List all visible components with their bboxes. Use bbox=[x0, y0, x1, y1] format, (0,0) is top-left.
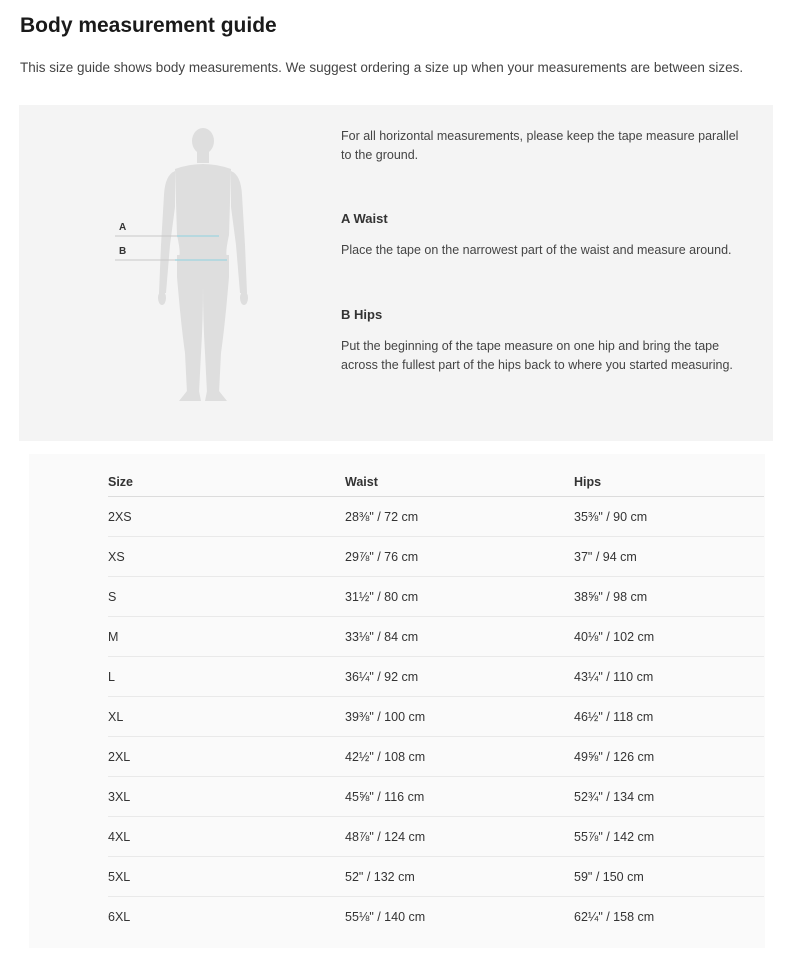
table-row bbox=[108, 857, 764, 897]
waist-cell: 52" / 132 cm bbox=[345, 857, 574, 897]
size-table bbox=[108, 468, 764, 936]
size-cell: XS bbox=[108, 537, 345, 577]
column-header-waist: Waist bbox=[345, 468, 574, 497]
waist-cell: 48⅞" / 124 cm bbox=[345, 817, 574, 857]
measurement-guide-panel bbox=[19, 105, 773, 441]
column-header-hips: Hips bbox=[574, 468, 764, 497]
size-cell: 2XL bbox=[108, 737, 345, 777]
size-cell: XL bbox=[108, 697, 345, 737]
hips-cell: 43¼" / 110 cm bbox=[574, 657, 764, 697]
waist-cell: 36¼" / 92 cm bbox=[345, 657, 574, 697]
column-header-size: Size bbox=[108, 468, 345, 497]
size-cell: 2XS bbox=[108, 497, 345, 537]
waist-cell: 45⅝" / 116 cm bbox=[345, 777, 574, 817]
table-row bbox=[108, 777, 764, 817]
table-row bbox=[108, 737, 764, 777]
waist-heading: A Waist bbox=[341, 211, 388, 226]
intro-text: This size guide shows body measurements. We suggest ordering a size up when your measurements are between sizes. bbox=[20, 60, 744, 75]
hips-cell: 62¼" / 158 cm bbox=[574, 909, 655, 924]
table-header-row bbox=[108, 468, 764, 497]
size-cell: S bbox=[108, 577, 345, 617]
label-b: B bbox=[119, 246, 127, 257]
size-cell: M bbox=[108, 617, 345, 657]
size-cell: L bbox=[108, 657, 345, 697]
size-cell: 5XL bbox=[108, 857, 345, 897]
waist-cell: 31½" / 80 cm bbox=[345, 577, 574, 617]
waist-cell: 28⅜" / 72 cm bbox=[345, 497, 574, 537]
waist-cell: 42½" / 108 cm bbox=[345, 737, 574, 777]
hips-cell: 40⅛" / 102 cm bbox=[574, 617, 764, 657]
waist-cell: 39⅜" / 100 cm bbox=[345, 697, 574, 737]
hips-cell: 38⅝" / 98 cm bbox=[574, 577, 764, 617]
size-cell: 6XL bbox=[108, 909, 131, 924]
table-row bbox=[108, 577, 764, 617]
table-body bbox=[108, 497, 764, 937]
hips-cell: 37" / 94 cm bbox=[574, 537, 764, 577]
size-table-panel bbox=[29, 454, 765, 948]
table-row bbox=[108, 497, 764, 537]
label-a: A bbox=[119, 222, 127, 233]
size-cell: 3XL bbox=[108, 777, 345, 817]
hips-cell: 59" / 150 cm bbox=[574, 857, 764, 897]
hips-cell: 52¾" / 134 cm bbox=[574, 777, 764, 817]
hips-heading: B Hips bbox=[341, 307, 383, 322]
hips-cell: 49⅝" / 126 cm bbox=[574, 737, 764, 777]
table-row bbox=[108, 897, 764, 937]
table-row bbox=[108, 697, 764, 737]
table-row bbox=[108, 617, 764, 657]
size-cell: 4XL bbox=[108, 817, 345, 857]
male-body-silhouette-icon bbox=[115, 125, 275, 405]
hips-cell: 55⅞" / 142 cm bbox=[574, 817, 764, 857]
page-title: Body measurement guide bbox=[20, 14, 277, 37]
hips-cell: 46½" / 118 cm bbox=[574, 697, 764, 737]
hips-cell: 35⅜" / 90 cm bbox=[574, 497, 764, 537]
table-row bbox=[108, 657, 764, 697]
waist-description: Place the tape on the narrowest part of the waist and measure around. bbox=[341, 243, 732, 257]
hips-description: Put the beginning of the tape measure on one hip and bring the tape across the fullest part of the hips back to where you started measuring. bbox=[341, 339, 733, 372]
table-row bbox=[108, 537, 764, 577]
table-row bbox=[108, 817, 764, 857]
waist-cell: 55⅛" / 140 cm bbox=[345, 909, 426, 924]
waist-cell: 33⅛" / 84 cm bbox=[345, 617, 574, 657]
body-figure bbox=[115, 125, 275, 405]
waist-cell: 29⅞" / 76 cm bbox=[345, 537, 574, 577]
general-instruction: For all horizontal measurements, please keep the tape measure parallel to the ground. bbox=[341, 129, 739, 162]
